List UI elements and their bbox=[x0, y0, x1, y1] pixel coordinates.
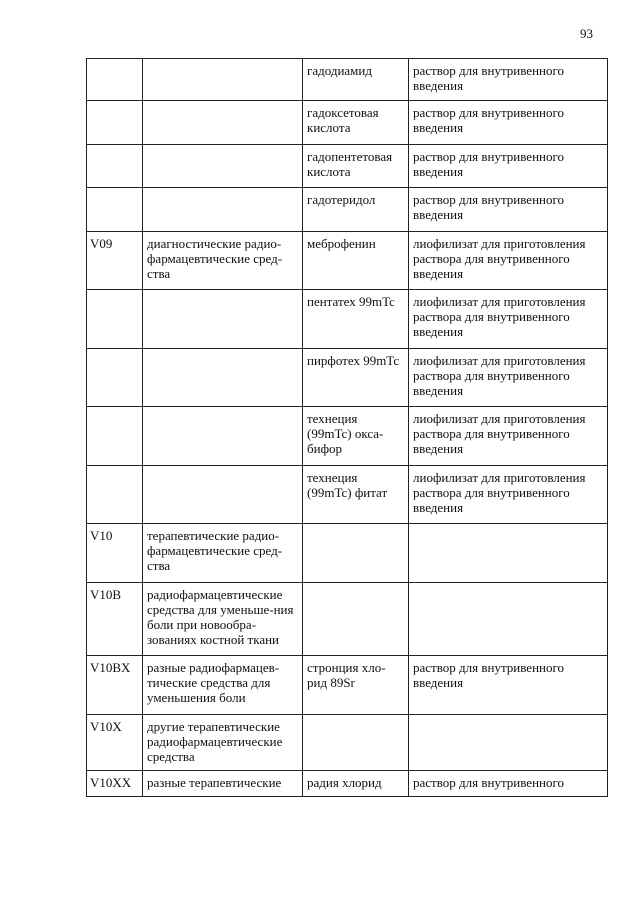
atc-code-cell bbox=[87, 145, 143, 188]
atc-group-cell bbox=[143, 101, 303, 145]
table-row bbox=[87, 101, 608, 145]
atc-group-cell: другие терапевтические радиофармацевтические средства bbox=[143, 715, 303, 771]
dosage-form-cell: раствор для внутривенного bbox=[409, 771, 608, 797]
atc-group-cell bbox=[143, 466, 303, 524]
drug-name-cell: гадодиамид bbox=[303, 59, 409, 101]
dosage-form-cell: лиофилизат для приготовления раствора для внутривенного введения bbox=[409, 407, 608, 466]
dosage-form-cell: раствор для внутривенного введения bbox=[409, 145, 608, 188]
drug-name-cell: стронция хло-рид 89Sr bbox=[303, 656, 409, 715]
dosage-form-cell: раствор для внутривенного введения bbox=[409, 101, 608, 145]
table-row bbox=[87, 232, 608, 290]
table-row bbox=[87, 771, 608, 797]
atc-code-cell bbox=[87, 290, 143, 349]
drug-name-cell: пирфотех 99mTc bbox=[303, 349, 409, 407]
atc-code-cell: V10 bbox=[87, 524, 143, 583]
dosage-form-cell bbox=[409, 524, 608, 583]
dosage-form-cell: лиофилизат для приготовления раствора для внутривенного введения bbox=[409, 290, 608, 349]
dosage-form-cell: лиофилизат для приготовления раствора для внутривенного введения bbox=[409, 232, 608, 290]
atc-code-cell bbox=[87, 349, 143, 407]
dosage-form-cell: лиофилизат для приготовления раствора для внутривенного введения bbox=[409, 349, 608, 407]
drug-classification-table bbox=[86, 58, 608, 797]
atc-group-cell bbox=[143, 188, 303, 232]
drug-name-cell: технеция (99mTc) окса-бифор bbox=[303, 407, 409, 466]
drug-name-cell: гадоксетовая кислота bbox=[303, 101, 409, 145]
drug-name-cell: пентатех 99mTc bbox=[303, 290, 409, 349]
atc-code-cell bbox=[87, 188, 143, 232]
dosage-form-cell: раствор для внутривенного введения bbox=[409, 188, 608, 232]
atc-code-cell bbox=[87, 59, 143, 101]
table-row bbox=[87, 656, 608, 715]
drug-name-cell: радия хлорид bbox=[303, 771, 409, 797]
table-body bbox=[87, 59, 608, 797]
atc-code-cell bbox=[87, 407, 143, 466]
page-number: 93 bbox=[580, 26, 593, 41]
dosage-form-cell: лиофилизат для приготовления раствора для внутривенного введения bbox=[409, 466, 608, 524]
drug-name-cell bbox=[303, 583, 409, 656]
atc-group-cell: разные радиофармацев-тические средства для уменьшения боли bbox=[143, 656, 303, 715]
drug-name-cell: гадотеридол bbox=[303, 188, 409, 232]
table-row bbox=[87, 466, 608, 524]
drug-name-cell bbox=[303, 715, 409, 771]
table-row bbox=[87, 145, 608, 188]
atc-code-cell bbox=[87, 466, 143, 524]
atc-code-cell: V10X bbox=[87, 715, 143, 771]
drug-name-cell: гадопентетовая кислота bbox=[303, 145, 409, 188]
atc-group-cell bbox=[143, 145, 303, 188]
atc-group-cell bbox=[143, 59, 303, 101]
atc-code-cell: V10BX bbox=[87, 656, 143, 715]
table-row bbox=[87, 290, 608, 349]
table-row bbox=[87, 188, 608, 232]
atc-group-cell: терапевтические радио-фармацевтические сред-ства bbox=[143, 524, 303, 583]
atc-group-cell bbox=[143, 349, 303, 407]
drug-name-cell: меброфенин bbox=[303, 232, 409, 290]
atc-group-cell: диагностические радио-фармацевтические сред-ства bbox=[143, 232, 303, 290]
dosage-form-cell bbox=[409, 583, 608, 656]
dosage-form-cell bbox=[409, 715, 608, 771]
dosage-form-cell: раствор для внутривенного введения bbox=[409, 59, 608, 101]
atc-group-cell: радиофармацевтические средства для уменьше-ния боли при новообра-зованиях костной ткани bbox=[143, 583, 303, 656]
atc-code-cell bbox=[87, 101, 143, 145]
table-row bbox=[87, 59, 608, 101]
drug-name-cell: технеция (99mTc) фитат bbox=[303, 466, 409, 524]
table-row bbox=[87, 583, 608, 656]
atc-group-cell bbox=[143, 290, 303, 349]
atc-code-cell: V10XX bbox=[87, 771, 143, 797]
atc-group-cell bbox=[143, 407, 303, 466]
dosage-form-cell: раствор для внутривенного введения bbox=[409, 656, 608, 715]
table-row bbox=[87, 715, 608, 771]
table-row bbox=[87, 524, 608, 583]
drug-name-cell bbox=[303, 524, 409, 583]
atc-code-cell: V09 bbox=[87, 232, 143, 290]
table-row bbox=[87, 407, 608, 466]
atc-code-cell: V10B bbox=[87, 583, 143, 656]
table-row bbox=[87, 349, 608, 407]
atc-group-cell: разные терапевтические bbox=[143, 771, 303, 797]
